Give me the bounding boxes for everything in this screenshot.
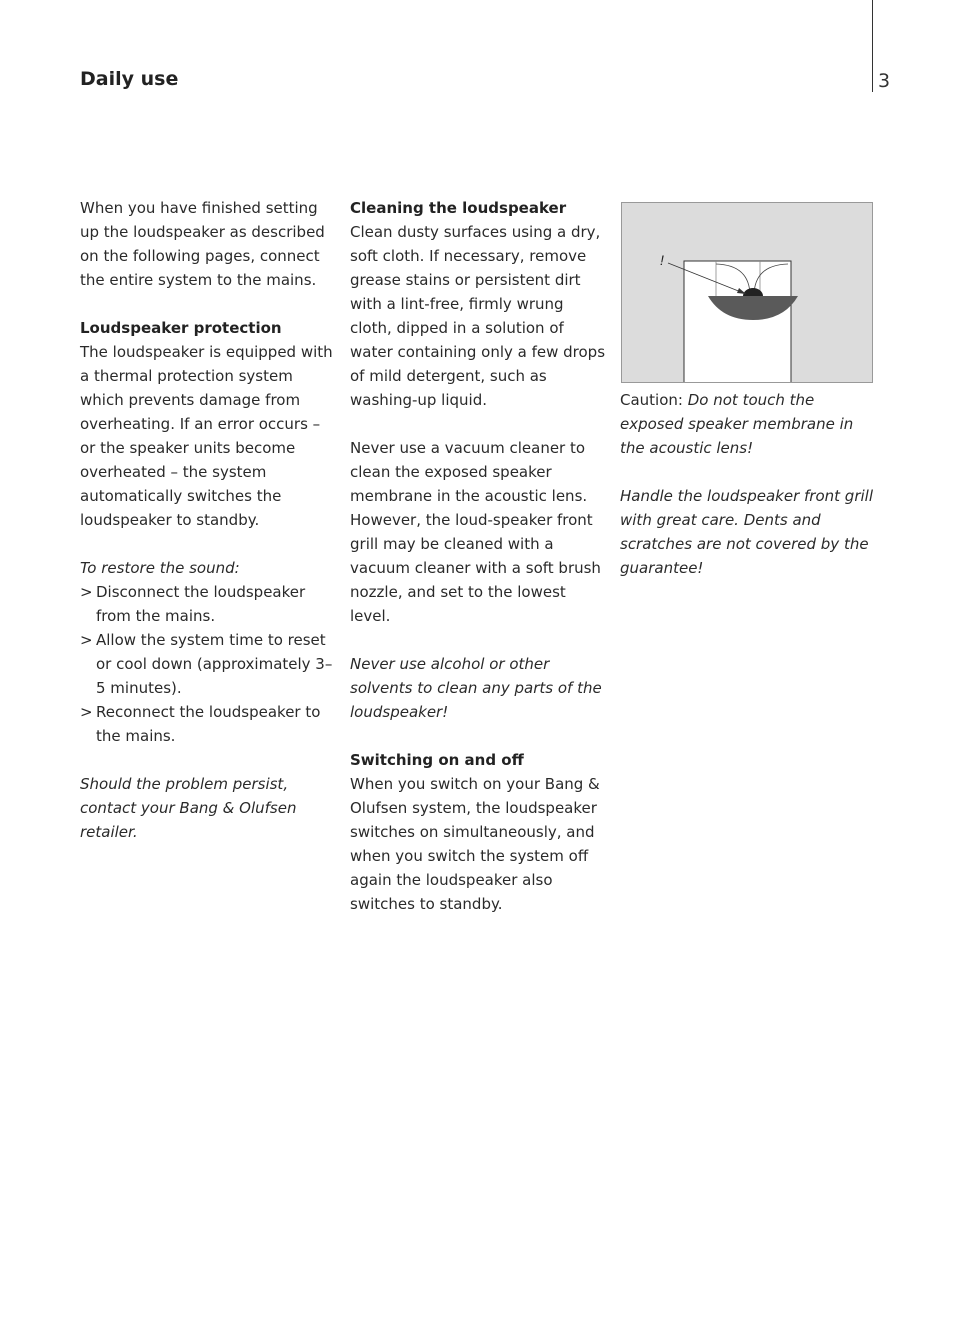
warning-exclamation-mark: ! bbox=[660, 252, 664, 268]
acoustic-lens-illustration bbox=[621, 202, 873, 383]
restore-step bbox=[80, 628, 340, 700]
restore-step-text: Reconnect the loudspeaker to the mains. bbox=[96, 703, 321, 745]
protection-paragraph: The loudspeaker is equipped with a thermal protection system which prevents damage from overheating. If an error occurs – or the speaker units become overheated – the system automatically switches the loudspeaker to standby. bbox=[80, 343, 333, 529]
switching-paragraph: When you switch on your Bang & Olufsen system, the loudspeaker switches on simultaneously, and when you switch the system off again the loudspeaker also switches to standby. bbox=[350, 775, 600, 913]
list-marker: > bbox=[80, 583, 93, 601]
caution-text: Do not touch the exposed speaker membrane in the acoustic lens! bbox=[620, 391, 854, 457]
column-left bbox=[80, 196, 340, 844]
grill-note: Handle the loudspeaker front grill with great care. Dents and scratches are not covered by the guarantee! bbox=[620, 487, 874, 577]
list-marker: > bbox=[80, 631, 93, 649]
restore-step bbox=[80, 580, 340, 628]
restore-heading: To restore the sound: bbox=[80, 559, 240, 577]
cleaning-heading: Cleaning the loudspeaker bbox=[350, 199, 567, 217]
restore-step-text: Disconnect the loudspeaker from the mains. bbox=[96, 583, 306, 625]
column-middle bbox=[350, 196, 610, 916]
cleaning-paragraph: Clean dusty surfaces using a dry, soft cloth. If necessary, remove grease stains or persistent dirt with a lint-free, firmly wrung cloth, dipped in a solution of water containing only a few drops of mild detergent, such as washing-up liquid. bbox=[350, 223, 606, 409]
restore-step bbox=[80, 700, 340, 748]
restore-step-text: Allow the system time to reset or cool down (approximately 3–5 minutes). bbox=[96, 631, 333, 697]
column-right bbox=[620, 388, 876, 580]
persist-note: Should the problem persist, contact your Bang & Olufsen retailer. bbox=[80, 775, 297, 841]
solvent-warning: Never use alcohol or other solvents to clean any parts of the loudspeaker! bbox=[350, 655, 602, 721]
page-number: 3 bbox=[878, 70, 891, 92]
caution-label: Caution: bbox=[620, 391, 683, 409]
switching-heading: Switching on and off bbox=[350, 751, 524, 769]
vacuum-paragraph: Never use a vacuum cleaner to clean the exposed speaker membrane in the acoustic lens. However, the loud-speaker front grill may be cleaned with a vacuum cleaner with a soft brush nozzle, and set to the lowest level. bbox=[350, 439, 601, 625]
caution-paragraph bbox=[620, 388, 876, 460]
restore-steps-list bbox=[80, 580, 340, 748]
intro-paragraph: When you have finished setting up the loudspeaker as described on the following pages, connect the entire system to the mains. bbox=[80, 199, 325, 289]
list-marker: > bbox=[80, 703, 93, 721]
page-title: Daily use bbox=[80, 68, 179, 90]
header-divider-line bbox=[872, 0, 873, 92]
protection-heading: Loudspeaker protection bbox=[80, 319, 282, 337]
